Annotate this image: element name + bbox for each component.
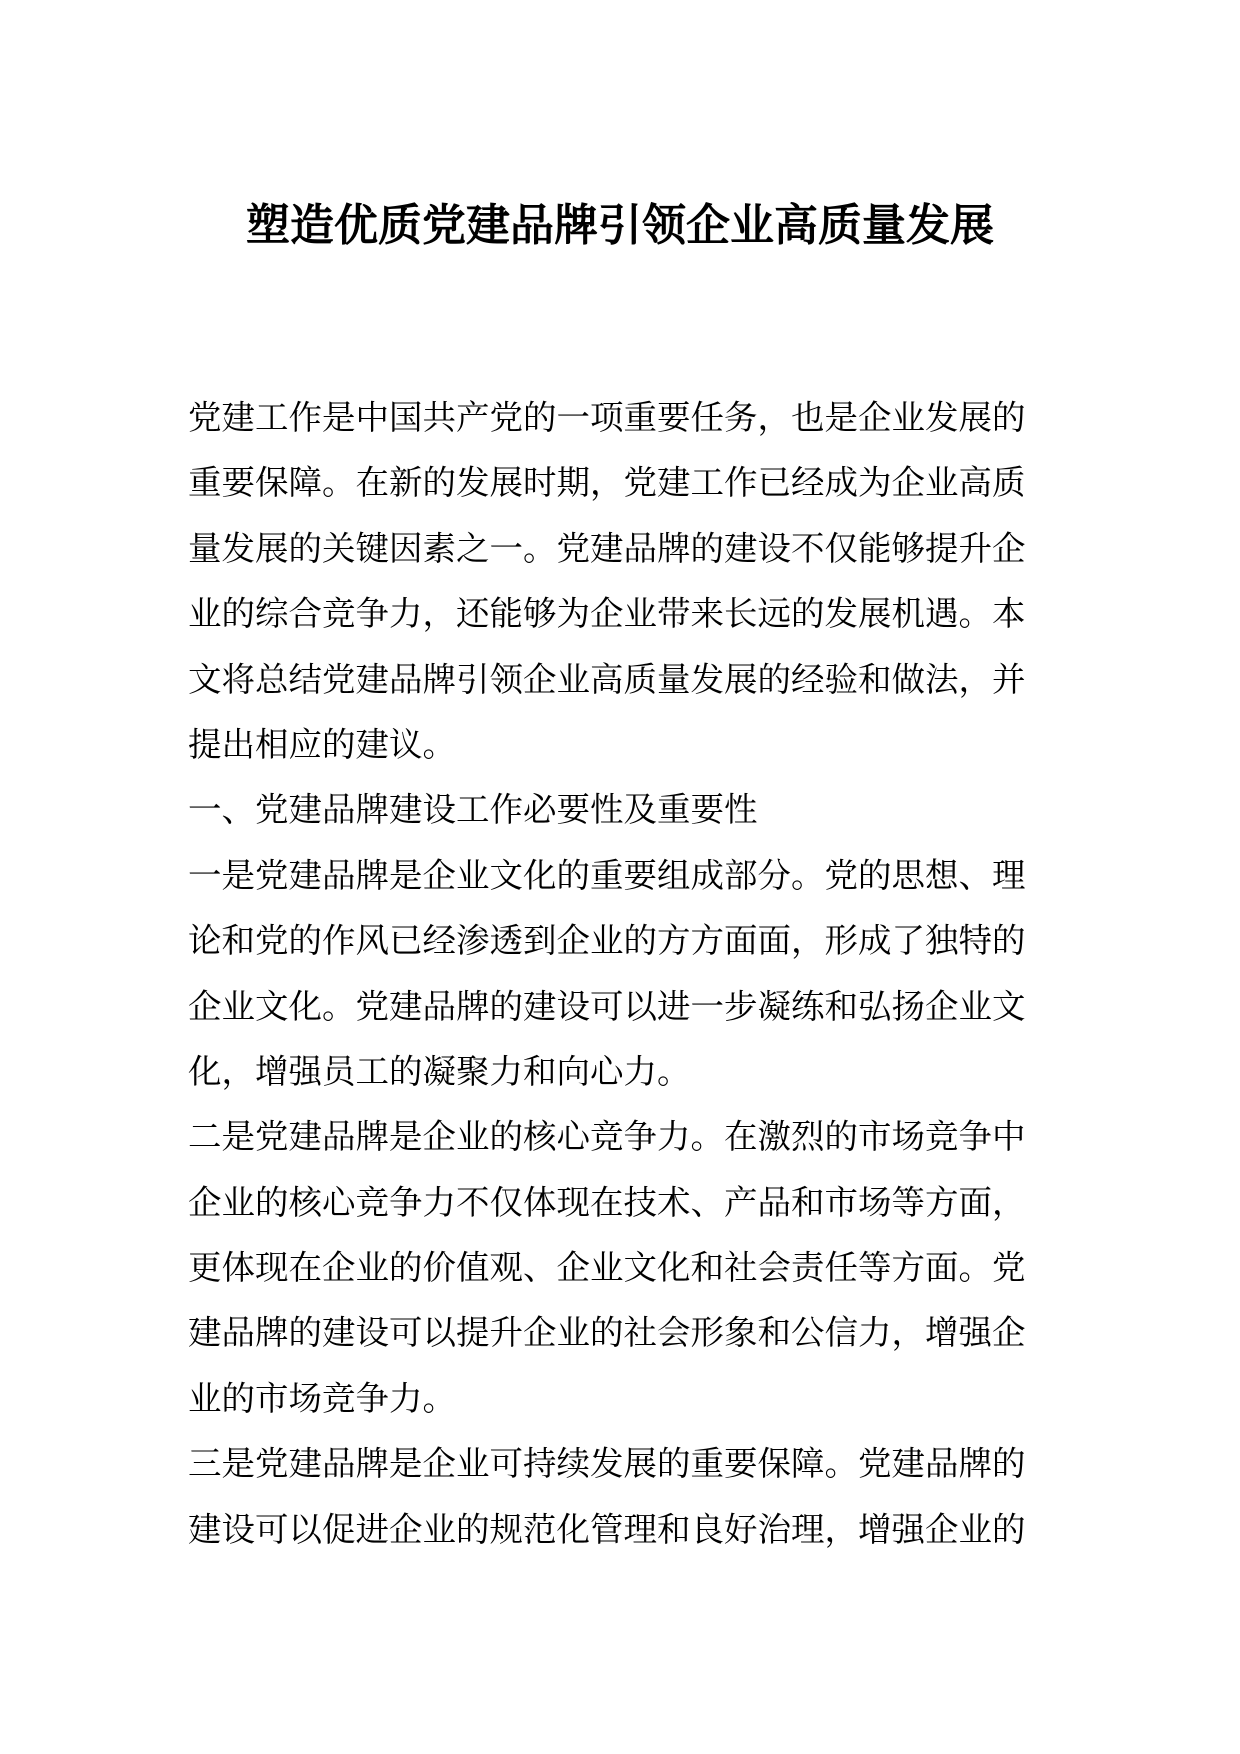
body-line: 重要保障。在新的发展时期，党建工作已经成为企业高质 [188, 463, 1026, 503]
body-line: 建品牌的建设可以提升企业的社会形象和公信力，增强企 [188, 1313, 1026, 1353]
body-line: 一是党建品牌是企业文化的重要组成部分。党的思想、理 [188, 855, 1026, 895]
body-line: 提出相应的建议。 [188, 724, 456, 764]
body-line: 文将总结党建品牌引领企业高质量发展的经验和做法，并 [188, 659, 1026, 699]
body-line: 更体现在企业的价值观、企业文化和社会责任等方面。党 [188, 1248, 1026, 1288]
body-line: 业的市场竞争力。 [188, 1378, 456, 1418]
body-line: 二是党建品牌是企业的核心竞争力。在激烈的市场竞争中 [188, 1117, 1026, 1157]
body-line: 建设可以促进企业的规范化管理和良好治理，增强企业的 [188, 1509, 1026, 1549]
body-line: 量发展的关键因素之一。党建品牌的建设不仅能够提升企 [188, 528, 1026, 568]
body-line: 业的综合竞争力，还能够为企业带来长远的发展机遇。本 [188, 594, 1026, 634]
body-line: 党建工作是中国共产党的一项重要任务，也是企业发展的 [188, 398, 1026, 437]
body-line: 企业的核心竞争力不仅体现在技术、产品和市场等方面， [188, 1182, 1026, 1222]
body-line: 三是党建品牌是企业可持续发展的重要保障。党建品牌的 [188, 1444, 1026, 1484]
document-body [188, 385, 1062, 1562]
document-title: 塑造优质党建品牌引领企业高质量发展 [246, 200, 994, 251]
body-line: 论和党的作风已经渗透到企业的方方面面，形成了独特的 [188, 921, 1026, 961]
body-line: 化，增强员工的凝聚力和向心力。 [188, 1051, 691, 1091]
body-line: 企业文化。党建品牌的建设可以进一步凝练和弘扬企业文 [188, 986, 1026, 1026]
section-heading: 一、党建品牌建设工作必要性及重要性 [188, 790, 758, 830]
